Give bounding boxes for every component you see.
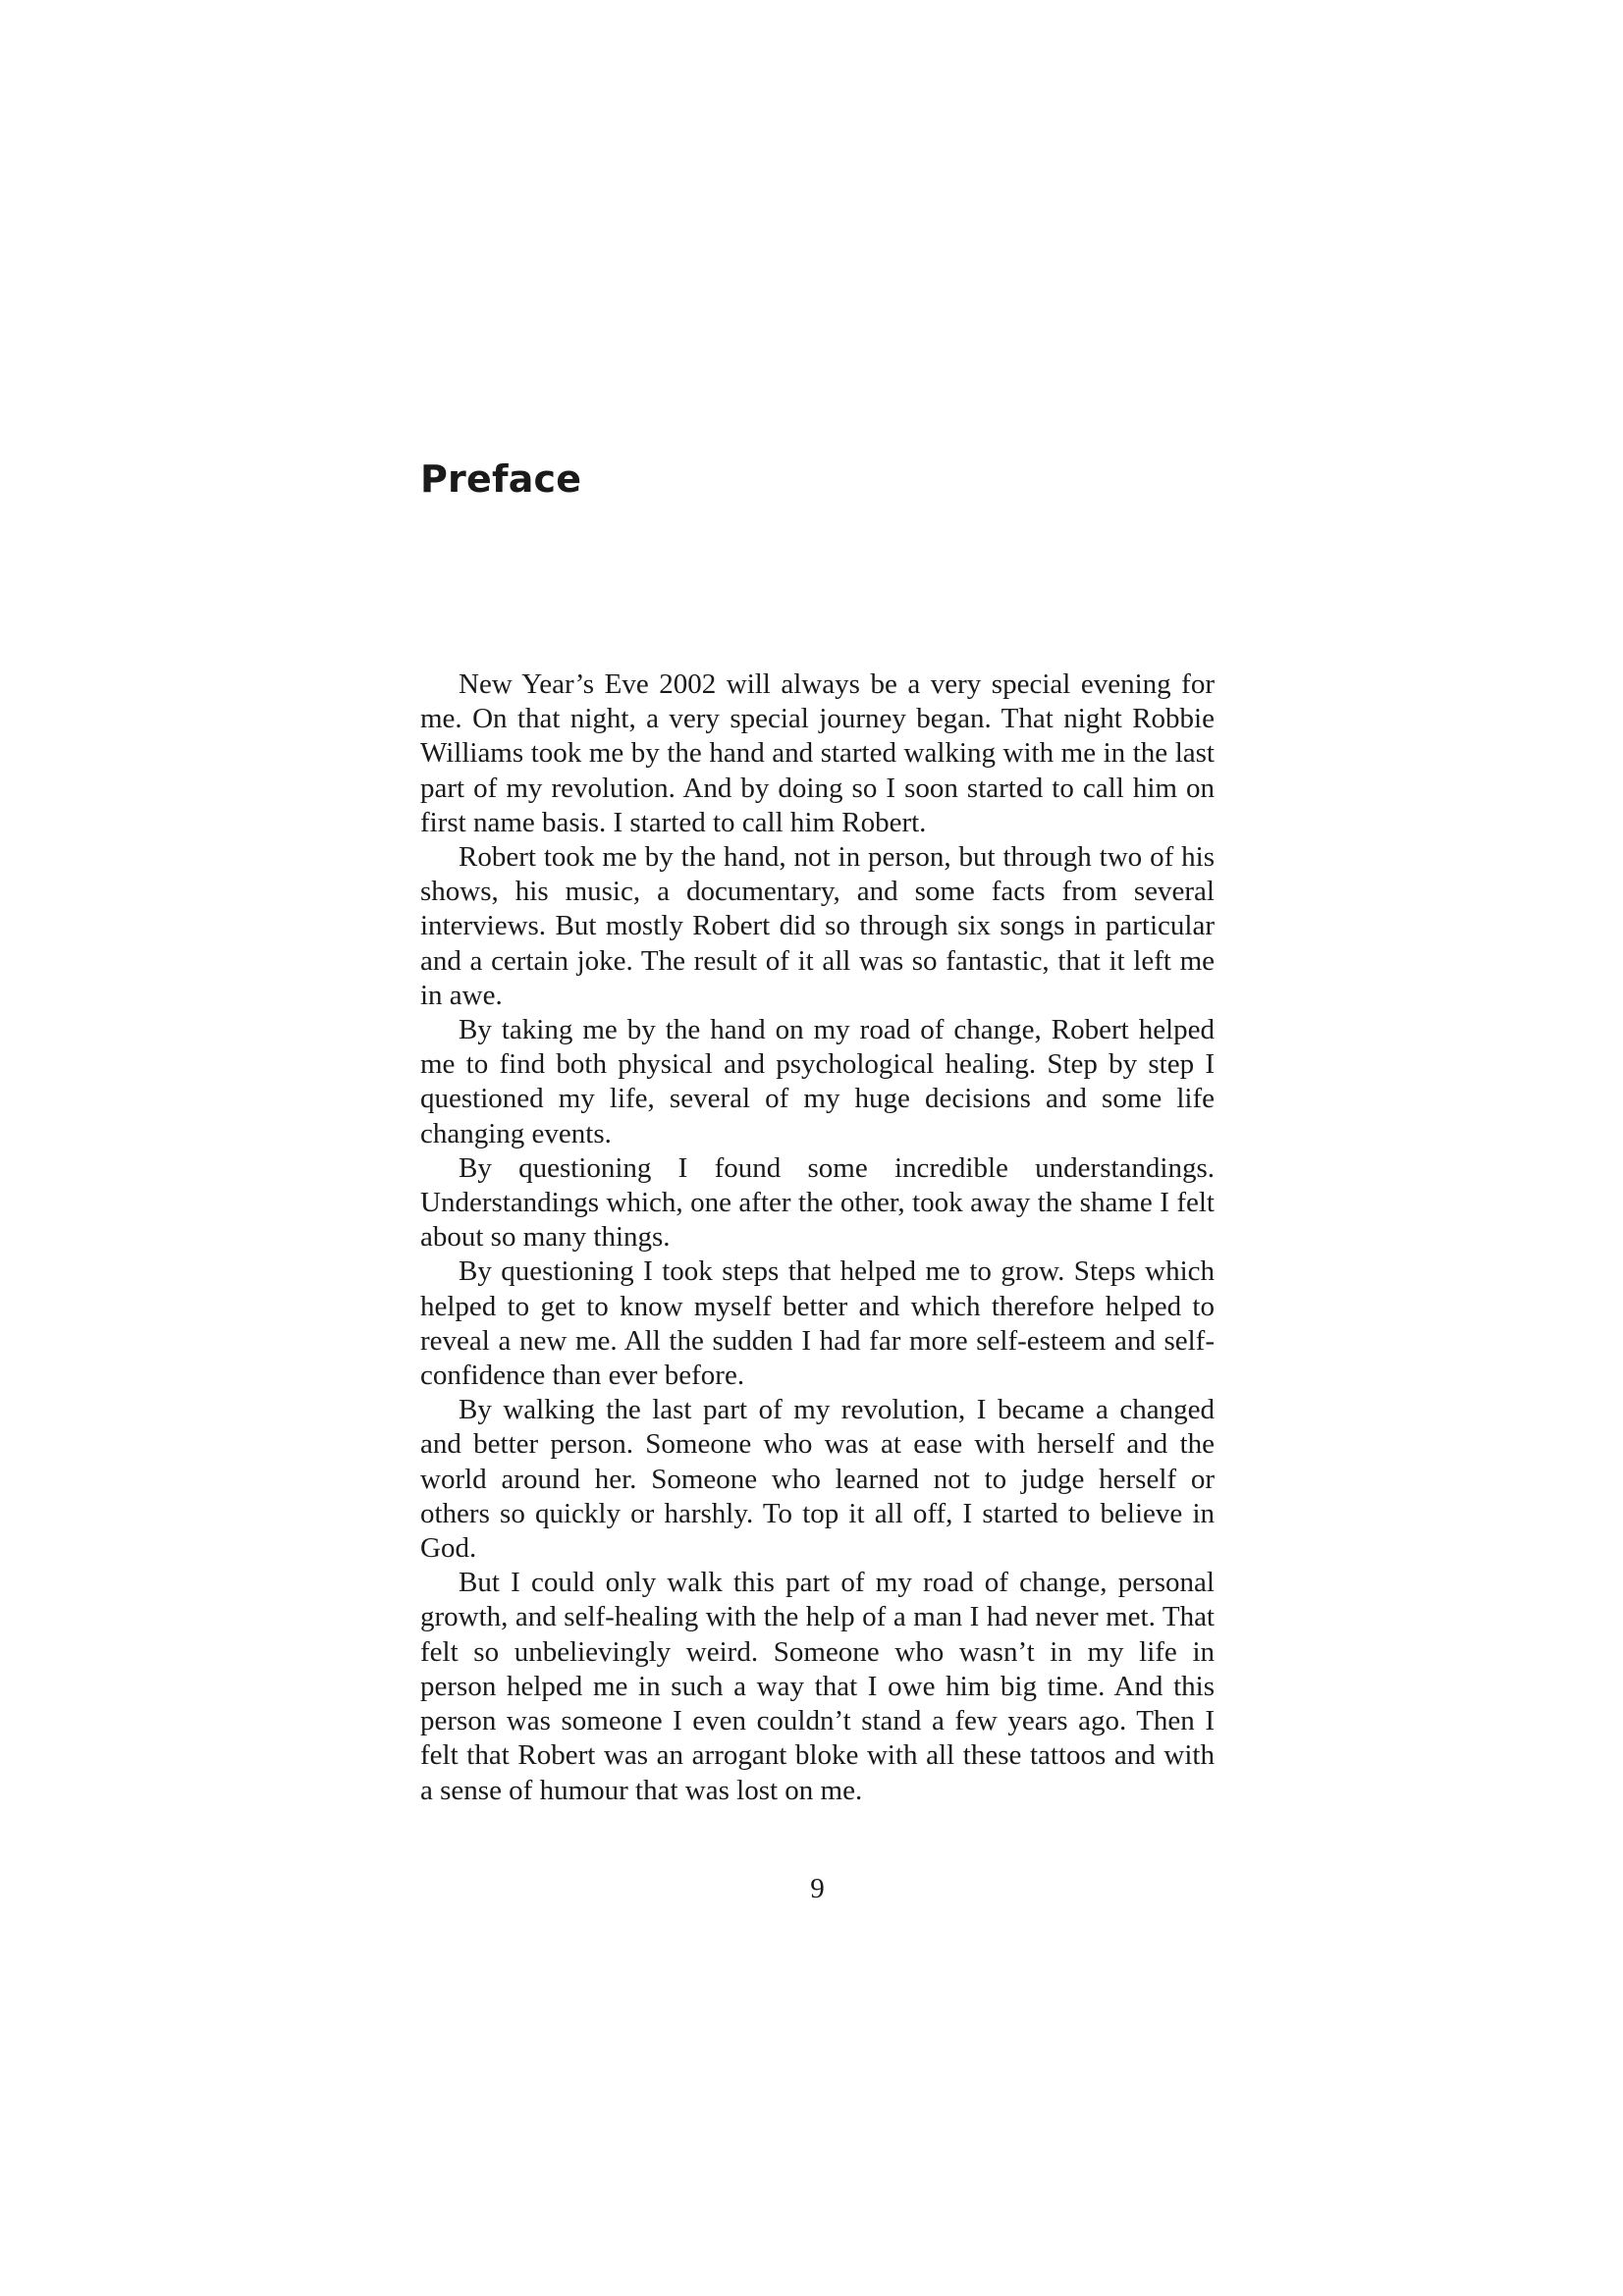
paragraph: By taking me by the hand on my road of change, Robert helped me to find both physical and psychological healing. Step by step I questioned my life, several of my huge decisions and some life changing events. [420, 1014, 1215, 1149]
paragraph: By questioning I found some incredible understandings. Understandings which, one after the other, took away the shame I felt about so many things. [420, 1151, 1215, 1254]
paragraph: New Year’s Eve 2002 will always be a very special evening for me. On that night, a very special journey began. That night Robbie Williams took me by the hand and started walking with me in the last part of my revolution. And by doing so I soon started to call him on first name basis. I started to call him Robert. [420, 668, 1215, 838]
paragraph: Robert took me by the hand, not in person, but through two of his shows, his music, a documentary, and some facts from several interviews. But mostly Robert did so through six songs in particular and a certain joke. The result of it all was so fantastic, that it left me in awe. [420, 841, 1215, 1011]
paragraph: By walking the last part of my revolution, I became a changed and better person. Someone who was at ease with herself and the world around her. Someone who learned not to judge herself or others so quickly or harshly. To top it all off, I started to believe in God. [420, 1394, 1215, 1565]
paragraph: By questioning I took steps that helped me to grow. Steps which helped to get to know myself better and which therefore helped to reveal a new me. All the sudden I had far more self-esteem and self-confidence than ever before. [420, 1255, 1215, 1392]
page-number: 9 [810, 1873, 825, 1904]
body-text [420, 667, 1215, 1808]
paragraph: But I could only walk this part of my road of change, personal growth, and self-healing with the help of a man I had never met. That felt so unbelievingly weird. Someone who wasn’t in my life in person helped me in such a way that I owe him big time. And this person was someone I even couldn’t stand a few years ago. Then I felt that Robert was an arrogant bloke with all these tattoos and with a sense of humour that was lost on me. [420, 1567, 1215, 1806]
chapter-title: Preface [420, 457, 582, 501]
